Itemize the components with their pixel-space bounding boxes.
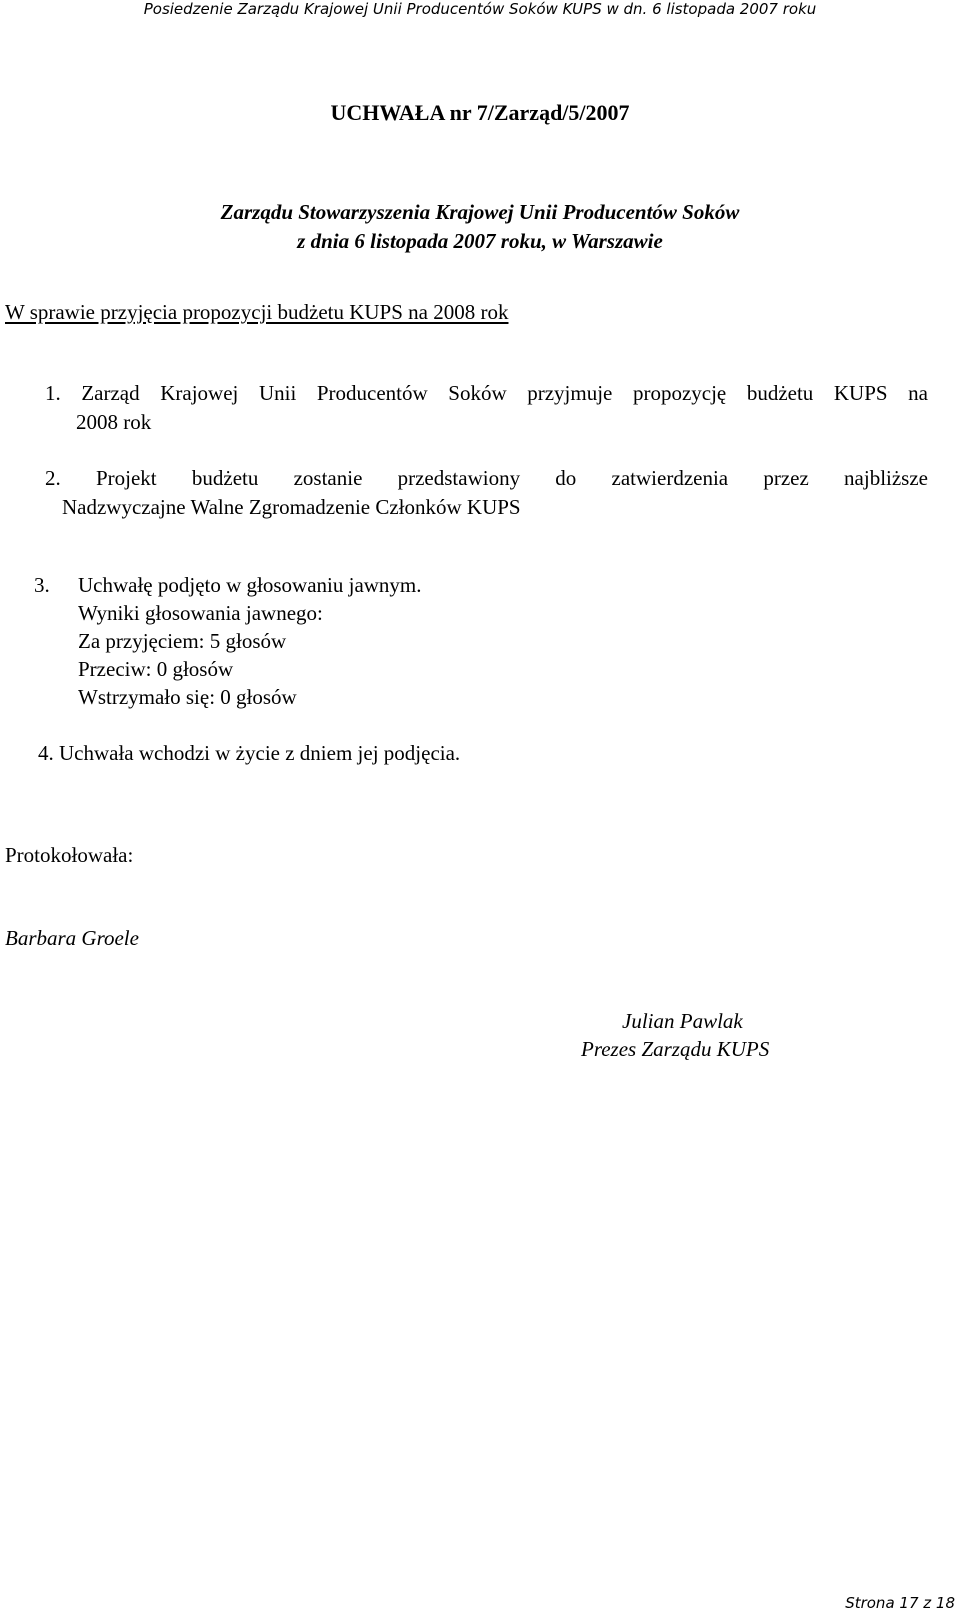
issuer-line-1: Zarządu Stowarzyszenia Krajowej Unii Producentów Soków — [220, 200, 740, 224]
page-number: Strona 17 z 18 — [845, 1594, 955, 1612]
point-4: 4. Uchwała wchodzi w życie z dniem jej podjęcia. — [38, 741, 461, 765]
point-2-line-1: 2. Projekt budżetu zostanie przedstawiony do zatwierdzenia przez najbliższe — [45, 466, 928, 490]
point-2-line-2: Nadzwyczajne Walne Zgromadzenie Członków KUPS — [62, 495, 521, 519]
recorded-by-label: Protokołowała: — [5, 843, 134, 867]
vote-abstain: Wstrzymało się: 0 głosów — [78, 685, 297, 709]
vote-results-heading: Wyniki głosowania jawnego: — [78, 601, 323, 625]
vote-for: Za przyjęciem: 5 głosów — [78, 629, 287, 653]
point-1-line-1: 1. Zarząd Krajowej Unii Producentów Soków przyjmuje propozycję budżetu KUPS na — [45, 381, 928, 405]
running-header: Posiedzenie Zarządu Krajowej Unii Producentów Soków KUPS w dn. 6 listopada 2007 roku — [143, 0, 817, 18]
point-3-number: 3. — [34, 573, 50, 597]
signer-title: Prezes Zarządu KUPS — [581, 1037, 770, 1061]
resolution-title: UCHWAŁA nr 7/Zarząd/5/2007 — [330, 100, 630, 125]
issuer-line-2: z dnia 6 listopada 2007 roku, w Warszawie — [297, 229, 663, 253]
signer-name: Julian Pawlak — [622, 1009, 743, 1033]
vote-against: Przeciw: 0 głosów — [78, 657, 234, 681]
point-1-line-2: 2008 rok — [76, 410, 152, 434]
resolution-subject: W sprawie przyjęcia propozycji budżetu KUPS na 2008 rok — [5, 300, 509, 324]
point-3-text: Uchwałę podjęto w głosowaniu jawnym. — [78, 573, 422, 597]
recorder-name: Barbara Groele — [5, 926, 139, 950]
